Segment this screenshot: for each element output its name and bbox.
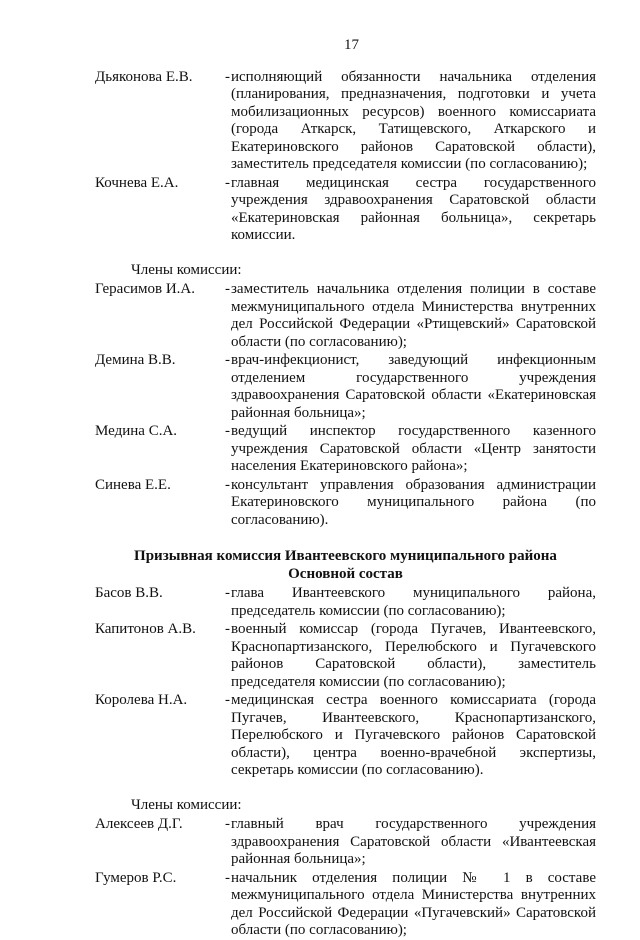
member-entry — [95, 175, 596, 245]
member-entry — [95, 585, 596, 620]
member-description: - ведущий инспектор государственного казенного учреждения Саратовской области «Центр занятости населения Екатериновского района»; — [225, 423, 596, 476]
member-description: - врач-инфекционист, заведующий инфекционным отделением государственного учреждения здравоохранения Саратовской области «Екатериновская районная больница»; — [225, 352, 596, 422]
section-title: Призывная комиссия Ивантеевского муниципального района — [134, 548, 557, 564]
member-entry — [95, 621, 596, 691]
commission-section-ekaterinovsky — [95, 69, 596, 530]
member-name: Капитонов А.В. — [95, 621, 196, 637]
member-name: Синева Е.Е. — [95, 476, 171, 493]
members-label: Члены комиссии: — [131, 796, 242, 813]
member-name: Басов В.В. — [95, 585, 163, 601]
member-entry — [95, 352, 596, 422]
member-name: Кочнева Е.А. — [95, 174, 179, 191]
page-number: 17 — [344, 37, 359, 53]
member-entry — [95, 281, 596, 351]
member-description: - глава Ивантеевского муниципального района, председатель комиссии (по согласованию); — [225, 585, 596, 620]
member-name: Королева Н.А. — [95, 692, 188, 708]
member-entry — [95, 423, 596, 476]
member-entry — [95, 477, 596, 530]
member-entry — [95, 816, 596, 869]
member-description: - медицинская сестра военного комиссариата (города Пугачев, Ивантеевского, Краснопартизанского, Перелюбского и Пугачевского районов Саратовской области), центра военно-врачебной экспертизы, секретарь комиссии (по согласованию). — [225, 692, 596, 780]
member-name: Медина С.А. — [95, 423, 178, 439]
section-subtitle: Основной состав — [288, 565, 403, 582]
member-description: - военный комиссар (города Пугачев, Ивантеевского, Краснопартизанского, Перелюбского и Пугачевского районов Саратовской области), заместитель председателя комиссии (по согласованию); — [225, 621, 596, 691]
member-name: Дьяконова Е.В. — [95, 68, 193, 85]
member-name: Алексеев Д.Г. — [95, 816, 183, 832]
member-name: Демина В.В. — [95, 352, 176, 368]
member-entry — [95, 692, 596, 780]
members-label: Члены комиссии: — [131, 261, 242, 278]
member-entry — [95, 69, 596, 174]
member-name: Герасимов И.А. — [95, 281, 196, 297]
commission-section-ivanteevsky — [95, 548, 596, 940]
member-name: Гумеров Р.С. — [95, 869, 177, 886]
member-description: - консультант управления образования администрации Екатериновского муниципального района (по согласованию). — [225, 477, 596, 530]
member-description: - начальник отделения полиции № 1 в составе межмуниципального отдела Министерства внутренних дел Российской Федерации «Пугачевский» Саратовской области (по согласованию); — [225, 870, 596, 940]
member-description: - главная медицинская сестра государственного учреждения здравоохранения Саратовской области «Екатериновская районная больница», секретарь комиссии. — [225, 175, 596, 245]
member-description: - заместитель начальника отделения полиции в составе межмуниципального отдела Министерства внутренних дел Российской Федерации «Ртищевский» Саратовской области (по согласованию); — [225, 281, 596, 351]
member-description: - главный врач государственного учреждения здравоохранения Саратовской области «Ивантеевская районная больница»; — [225, 816, 596, 869]
member-description: - исполняющий обязанности начальника отделения (планирования, предназначения, подготовки и учета мобилизационных ресурсов) военного комиссариата (города Аткарск, Татищевского, Аткарского и Екатериновского районов Саратовской области), заместитель председателя комиссии (по согласованию); — [225, 69, 596, 174]
